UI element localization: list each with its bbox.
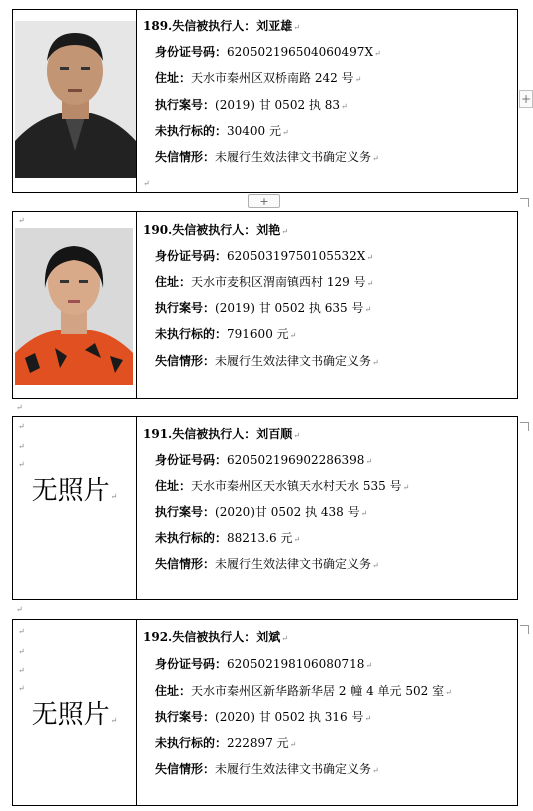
record-190-table	[12, 211, 518, 399]
person-photo	[15, 228, 133, 385]
paragraph-mark-icon: ↵	[18, 460, 25, 469]
resize-corner-icon[interactable]	[520, 422, 529, 431]
paragraph-mark-icon: ↵	[16, 605, 23, 614]
paragraph-mark-icon: ↵	[16, 403, 23, 412]
insert-row-button[interactable]: +	[248, 194, 280, 208]
info-cell	[138, 10, 517, 192]
no-photo-label: 无照片↵	[31, 700, 118, 730]
paragraph-mark-icon: ↵	[143, 179, 150, 188]
paragraph-mark-icon: ↵	[18, 627, 25, 636]
record-title: 191.失信被执行人：刘百顺↵	[143, 427, 300, 441]
photo-cell	[13, 417, 137, 599]
status-line: 失信情形：未履行生效法律文书确定义务↵	[155, 762, 379, 776]
paragraph-mark-icon: ↵	[18, 216, 25, 225]
amount-line: 未执行标的：791600 元↵	[155, 327, 297, 341]
photo-cell	[13, 620, 137, 805]
paragraph-mark-icon: ↵	[18, 684, 25, 693]
info-cell	[138, 417, 517, 599]
paragraph-mark-icon: ↵	[18, 647, 25, 656]
id-number-line: 身份证号码：620502198106080718↵	[155, 657, 373, 671]
id-number-line: 身份证号码：620502196902286398↵	[155, 453, 373, 467]
resize-corner-icon[interactable]	[520, 198, 529, 207]
case-number-line: 执行案号：(2020) 甘 0502 执 316 号↵	[155, 710, 372, 724]
id-number-line: 身份证号码：620502196504060497X↵	[155, 45, 381, 59]
record-191-table	[12, 416, 518, 600]
status-line: 失信情形：未履行生效法律文书确定义务↵	[155, 557, 379, 571]
person-photo	[15, 21, 136, 178]
address-line: 住址：天水市麦积区渭南镇西村 129 号↵	[155, 275, 374, 289]
paragraph-mark-icon: ↵	[18, 666, 25, 675]
case-number-line: 执行案号：(2020)甘 0502 执 438 号↵	[155, 505, 368, 519]
record-title: 190.失信被执行人：刘艳↵	[143, 223, 288, 237]
amount-line: 未执行标的：222897 元↵	[155, 736, 297, 750]
record-title: 192.失信被执行人：刘斌↵	[143, 630, 288, 644]
info-cell	[138, 620, 517, 805]
status-line: 失信情形：未履行生效法律文书确定义务↵	[155, 354, 379, 368]
photo-cell	[13, 10, 137, 192]
no-photo-label: 无照片↵	[31, 476, 118, 506]
record-189-table	[12, 9, 518, 193]
insert-column-button[interactable]: +	[520, 92, 532, 106]
paragraph-mark-icon: ↵	[18, 442, 25, 451]
photo-cell	[13, 212, 137, 398]
id-number-line: 身份证号码：62050319750105532X↵	[155, 249, 374, 263]
address-line: 住址：天水市秦州区天水镇天水村天水 535 号↵	[155, 479, 410, 493]
record-title: 189.失信被执行人：刘亚雄↵	[143, 19, 300, 33]
amount-line: 未执行标的：88213.6 元↵	[155, 531, 301, 545]
record-192-table	[12, 619, 518, 806]
case-number-line: 执行案号：(2019) 甘 0502 执 83↵	[155, 98, 348, 112]
resize-corner-icon[interactable]	[520, 625, 529, 634]
case-number-line: 执行案号：(2019) 甘 0502 执 635 号↵	[155, 301, 372, 315]
address-line: 住址：天水市秦州区双桥南路 242 号↵	[155, 71, 362, 85]
address-line: 住址：天水市秦州区新华路新华居 2 幢 4 单元 502 室↵	[155, 684, 452, 698]
status-line: 失信情形：未履行生效法律文书确定义务↵	[155, 150, 379, 164]
paragraph-mark-icon: ↵	[18, 422, 25, 431]
info-cell	[138, 212, 517, 398]
amount-line: 未执行标的：30400 元↵	[155, 124, 289, 138]
